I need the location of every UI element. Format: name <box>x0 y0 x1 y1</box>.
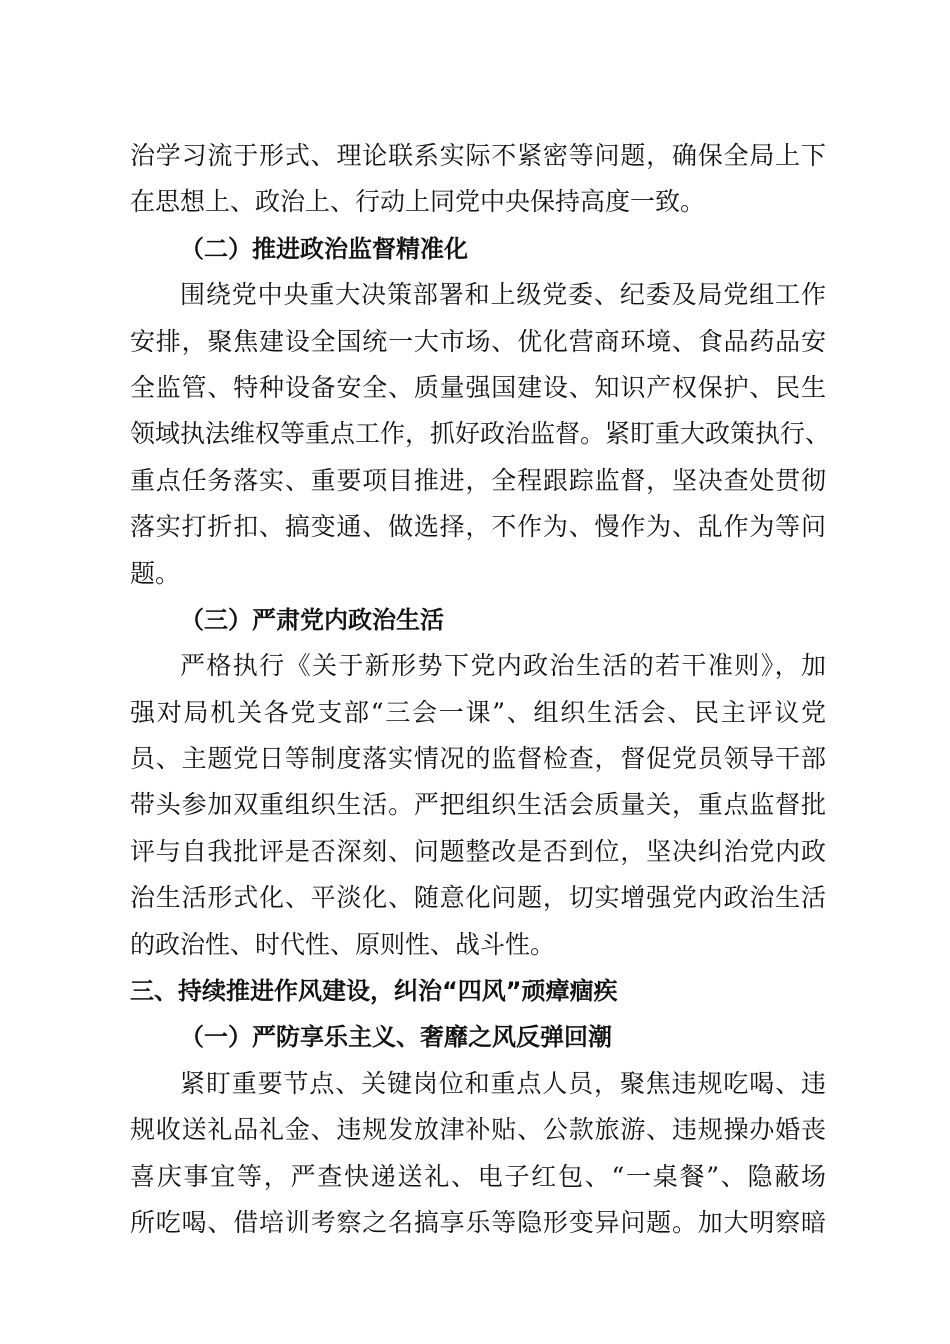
text-line: 所吃喝、借培训考察之名搞享乐等隐形变异问题。加大明察暗 <box>130 1207 826 1237</box>
paragraph-political-supervision <box>130 272 831 597</box>
section-heading-1 <box>130 1014 826 1060</box>
heading-text: 三、持续推进作风建设，纠治“四风”顽瘴痼疾 <box>130 977 618 1006</box>
text-line: 重点任务落实、重要项目推进，全程跟踪监督，坚决查处贯彻 <box>130 465 826 495</box>
document-body <box>130 133 831 1246</box>
text-line: 领域执法维权等重点工作，抓好政治监督。紧盯重大政策执行、 <box>130 419 831 449</box>
paragraph-continuation <box>130 133 826 226</box>
text-line: 喜庆事宜等，严查快递送礼、电子红包、“一桌餐”、隐蔽场 <box>130 1161 826 1191</box>
text-line: 题。 <box>130 558 181 588</box>
paragraph-party-political-life <box>130 643 826 968</box>
text-line: 安排，聚焦建设全国统一大市场、优化营商环境、食品药品安 <box>130 326 826 356</box>
text-line: 规收送礼品礼金、违规发放津补贴、公款旅游、违规操办婚丧 <box>130 1115 826 1145</box>
text-line: 的政治性、时代性、原则性、战斗性。 <box>130 929 556 959</box>
heading-text: （一）严防享乐主义、奢靡之风反弹回潮 <box>180 1023 612 1052</box>
text-line: 在思想上、政治上、行动上同党中央保持高度一致。 <box>130 187 706 217</box>
chapter-heading-3 <box>130 968 826 1014</box>
text-line: 带头参加双重组织生活。严把组织生活会质量关，重点监督批 <box>130 790 826 820</box>
paragraph-hedonism-prevention <box>130 1061 826 1247</box>
text-line: 治生活形式化、平淡化、随意化问题，切实增强党内政治生活 <box>130 883 826 913</box>
text-line: 强对局机关各党支部“三会一课”、组织生活会、民主评议党 <box>130 697 826 727</box>
section-heading-3 <box>130 597 826 643</box>
text-line: 严格执行《关于新形势下党内政治生活的若干准则》，加 <box>180 651 826 681</box>
text-line: 落实打折扣、搞变通、做选择，不作为、慢作为、乱作为等问 <box>130 512 826 542</box>
heading-text: （三）严肃党内政治生活 <box>180 605 444 634</box>
text-line: 全监管、特种设备安全、质量强国建设、知识产权保护、民生 <box>130 372 826 402</box>
heading-text: （二）推进政治监督精准化 <box>180 234 468 263</box>
text-line: 围绕党中央重大决策部署和上级党委、纪委及局党组工作 <box>180 280 826 310</box>
text-line: 员、主题党日等制度落实情况的监督检查，督促党员领导干部 <box>130 744 826 774</box>
text-line: 治学习流于形式、理论联系实际不紧密等问题，确保全局上下 <box>130 141 826 170</box>
text-line: 评与自我批评是否深刻、问题整改是否到位，坚决纠治党内政 <box>130 836 826 866</box>
section-heading-2 <box>130 226 826 272</box>
text-line: 紧盯重要节点、关键岗位和重点人员，聚焦违规吃喝、违 <box>180 1068 826 1098</box>
